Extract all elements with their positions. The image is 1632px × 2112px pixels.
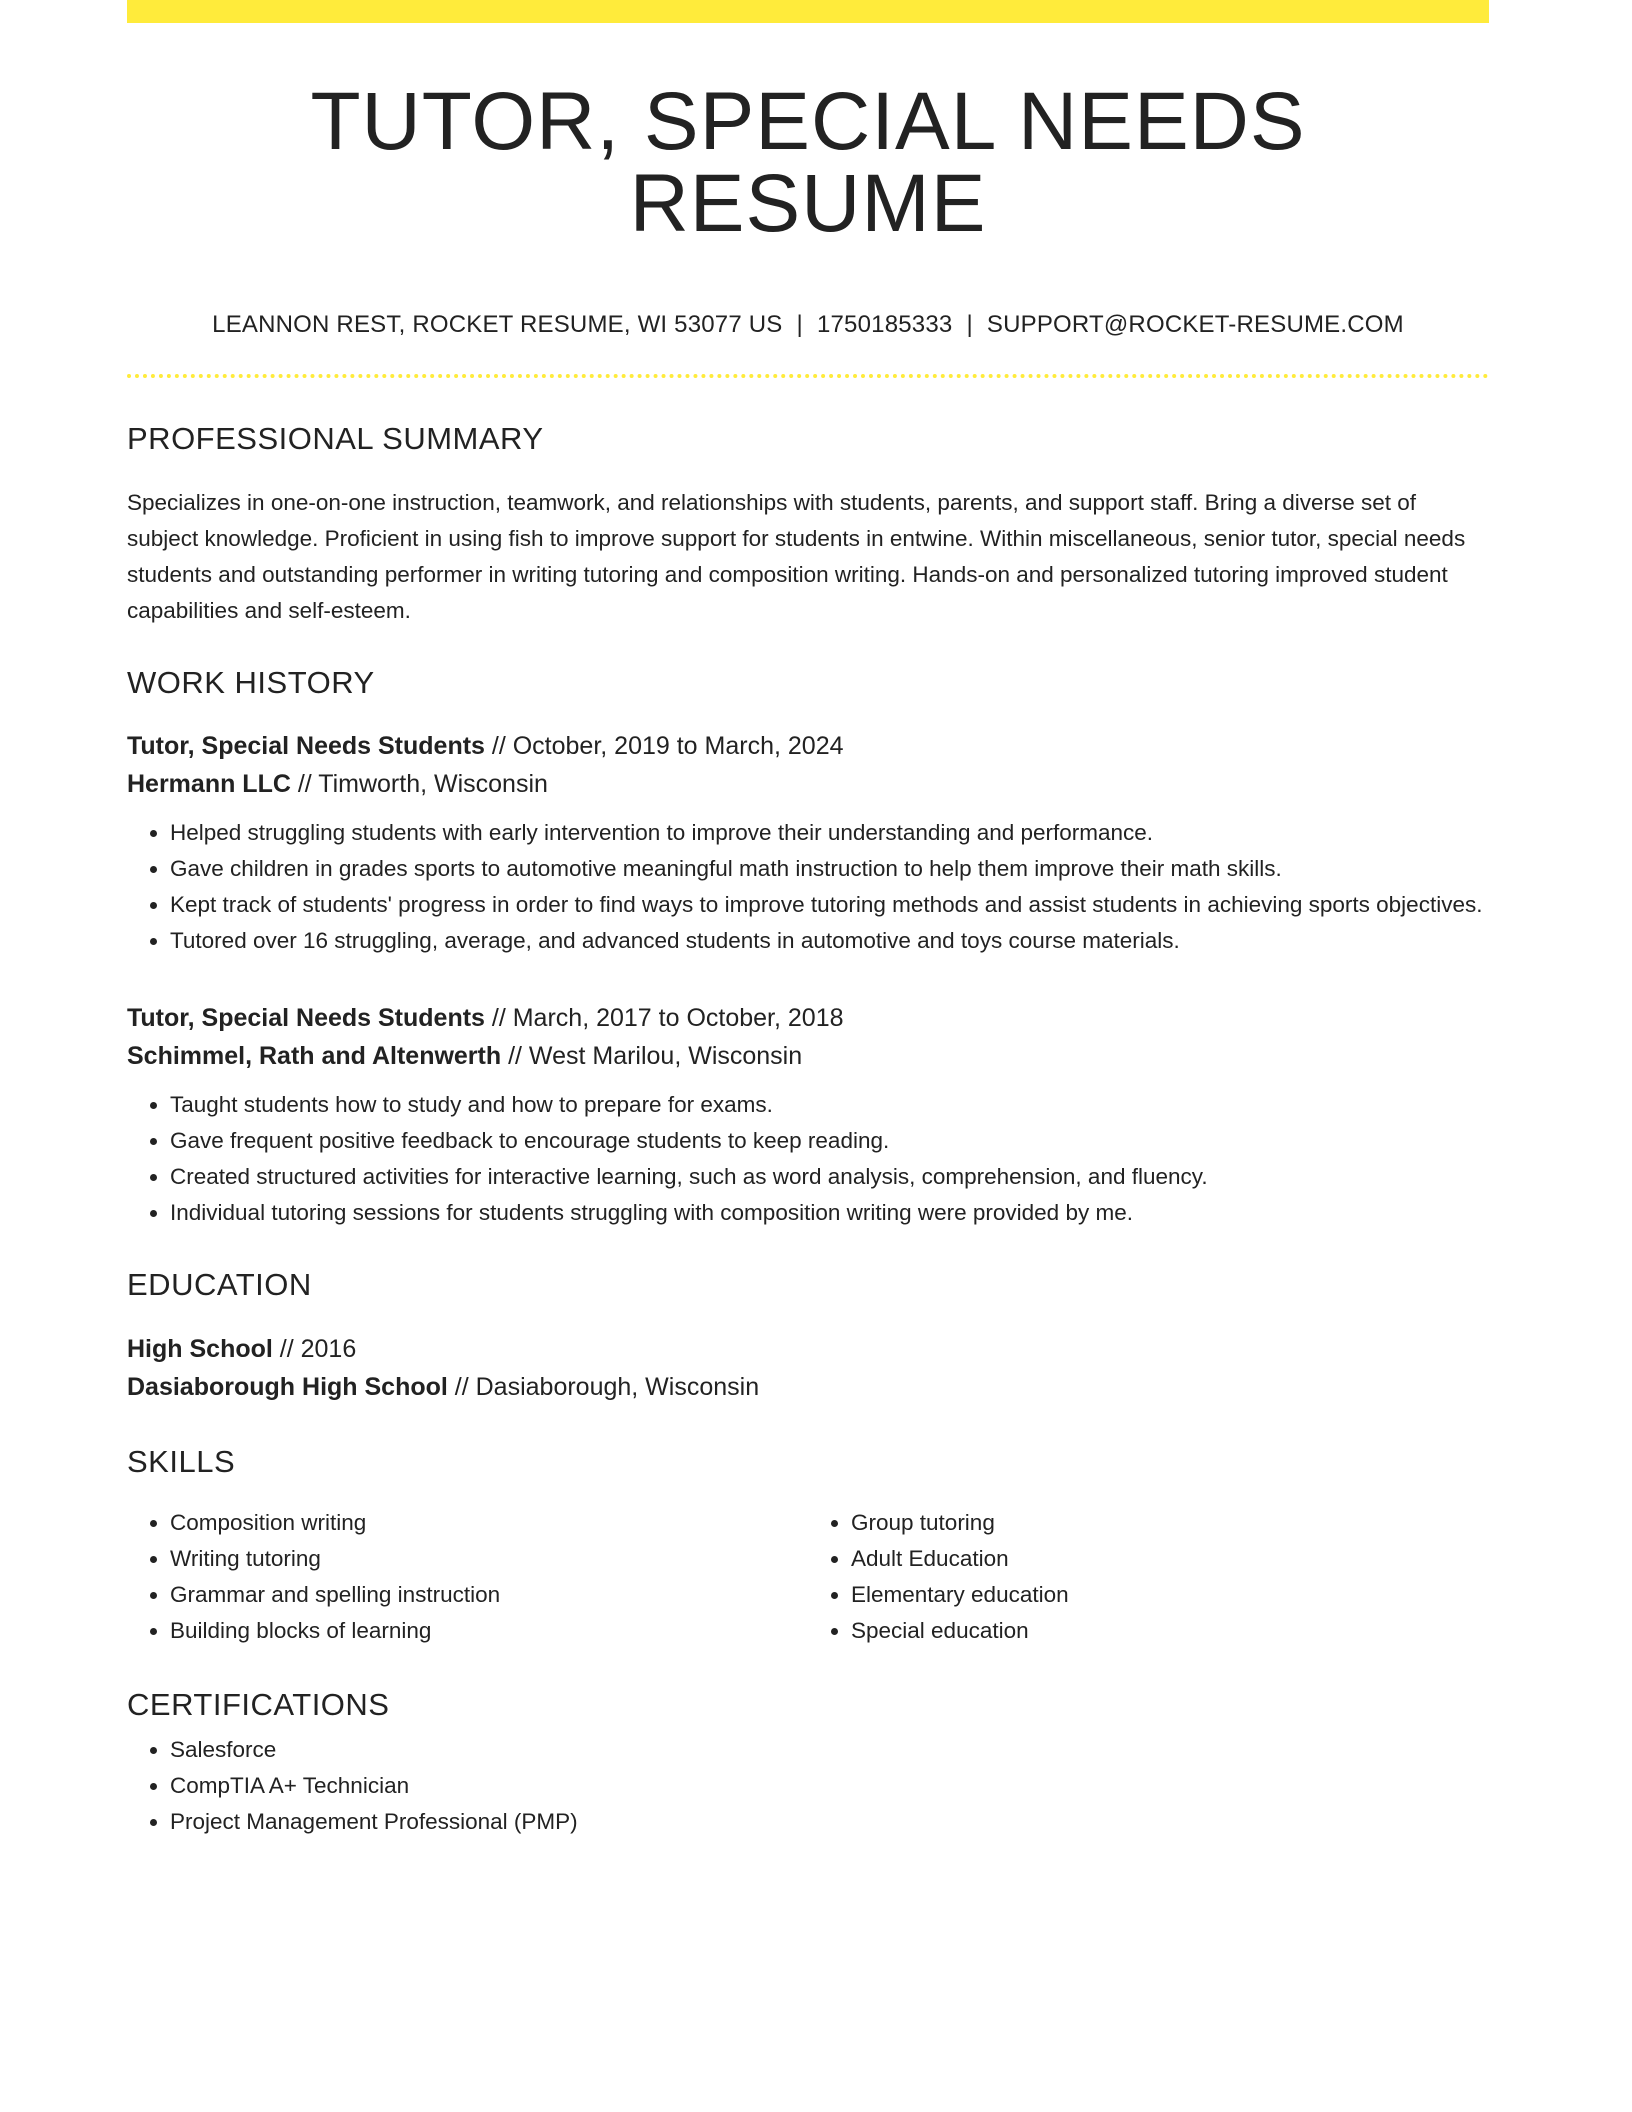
contact-separator: | [796,311,803,338]
certification-item: • Project Management Professional (PMP) [170,1804,1489,1840]
skill-item: • Grammar and spelling instruction [170,1577,808,1613]
email: SUPPORT@ROCKET-RESUME.COM [986,311,1404,338]
education-entry [127,1330,1489,1406]
section-heading-education: EDUCATION [127,1267,312,1302]
job-bullets [127,815,1489,959]
contact-info [127,313,1489,337]
job-title-line [127,999,1489,1037]
resume-title: TUTOR, SPECIAL NEEDS RESUME [310,76,1306,249]
graduation-year: // 2016 [272,1335,357,1363]
certifications-list [127,1732,1489,1840]
section-heading-work-history: WORK HISTORY [127,665,375,700]
skill-item: • Special education [851,1613,1489,1649]
skill-item: • Composition writing [170,1505,808,1541]
resume-page [127,0,1489,1840]
skill-item: • Group tutoring [851,1505,1489,1541]
list-item: • Gave children in grades sports to automotive meaningful math instruction to help them improve their math skills. [170,851,1489,887]
company-name: Hermann LLC [127,770,291,798]
degree: High School [127,1335,273,1363]
job-dates: // March, 2017 to October, 2018 [484,1004,844,1032]
contact-separator: | [966,311,973,338]
list-item: • Taught students how to study and how to prepare for exams. [170,1087,1489,1123]
section-heading-skills: SKILLS [127,1444,236,1479]
job-entry [127,727,1489,959]
skills-grid [127,1505,1489,1649]
company-name: Schimmel, Rath and Altenwerth [127,1042,502,1070]
job-entry [127,999,1489,1231]
education-degree-line [127,1330,1489,1368]
job-bullets [127,1087,1489,1231]
skill-item: • Elementary education [851,1577,1489,1613]
company-location: // West Marilou, Wisconsin [501,1042,803,1070]
summary-text: Specializes in one-on-one instruction, teamwork, and relationships with students, parents, and support staff. Bring a diverse set of subject knowledge. Proficient in using fish to improve support for students in entwine. Within miscellaneous, senior tutor, special needs students and outstanding performer in writing tutoring and composition writing. Hands-on and personalized tutoring improved student capabilities and self-esteem. [127,490,1466,623]
skill-item: • Building blocks of learning [170,1613,808,1649]
company-location: // Timworth, Wisconsin [290,770,548,798]
skills-column-left [127,1505,808,1649]
job-title: Tutor, Special Needs Students [127,732,485,760]
skills-column-right [808,1505,1489,1649]
list-item: • Created structured activities for interactive learning, such as word analysis, comprehension, and fluency. [170,1159,1489,1195]
list-item: • Individual tutoring sessions for students struggling with composition writing were provided by me. [170,1195,1489,1231]
section-heading-certifications: CERTIFICATIONS [127,1687,390,1722]
school-location: // Dasiaborough, Wisconsin [447,1373,760,1401]
list-item: • Helped struggling students with early intervention to improve their understanding and performance. [170,815,1489,851]
skill-item: • Writing tutoring [170,1541,808,1577]
list-item: • Gave frequent positive feedback to encourage students to keep reading. [170,1123,1489,1159]
top-accent-bar [127,0,1489,23]
job-company-line [127,765,1489,803]
certification-item: • CompTIA A+ Technician [170,1768,1489,1804]
phone: 1750185333 [816,311,953,338]
job-title-line [127,727,1489,765]
school-name: Dasiaborough High School [127,1373,448,1401]
job-company-line [127,1037,1489,1075]
certification-item: • Salesforce [170,1732,1489,1768]
list-item: • Kept track of students' progress in order to find ways to improve tutoring methods and assist students in achieving sports objectives. [170,887,1489,923]
dotted-divider [127,374,1489,378]
address: LEANNON REST, ROCKET RESUME, WI 53077 US [212,311,783,338]
section-heading-summary: PROFESSIONAL SUMMARY [127,421,544,456]
job-title: Tutor, Special Needs Students [127,1004,485,1032]
education-school-line [127,1368,1489,1406]
list-item: • Tutored over 16 struggling, average, and advanced students in automotive and toys course materials. [170,923,1489,959]
job-dates: // October, 2019 to March, 2024 [484,732,844,760]
skill-item: • Adult Education [851,1541,1489,1577]
